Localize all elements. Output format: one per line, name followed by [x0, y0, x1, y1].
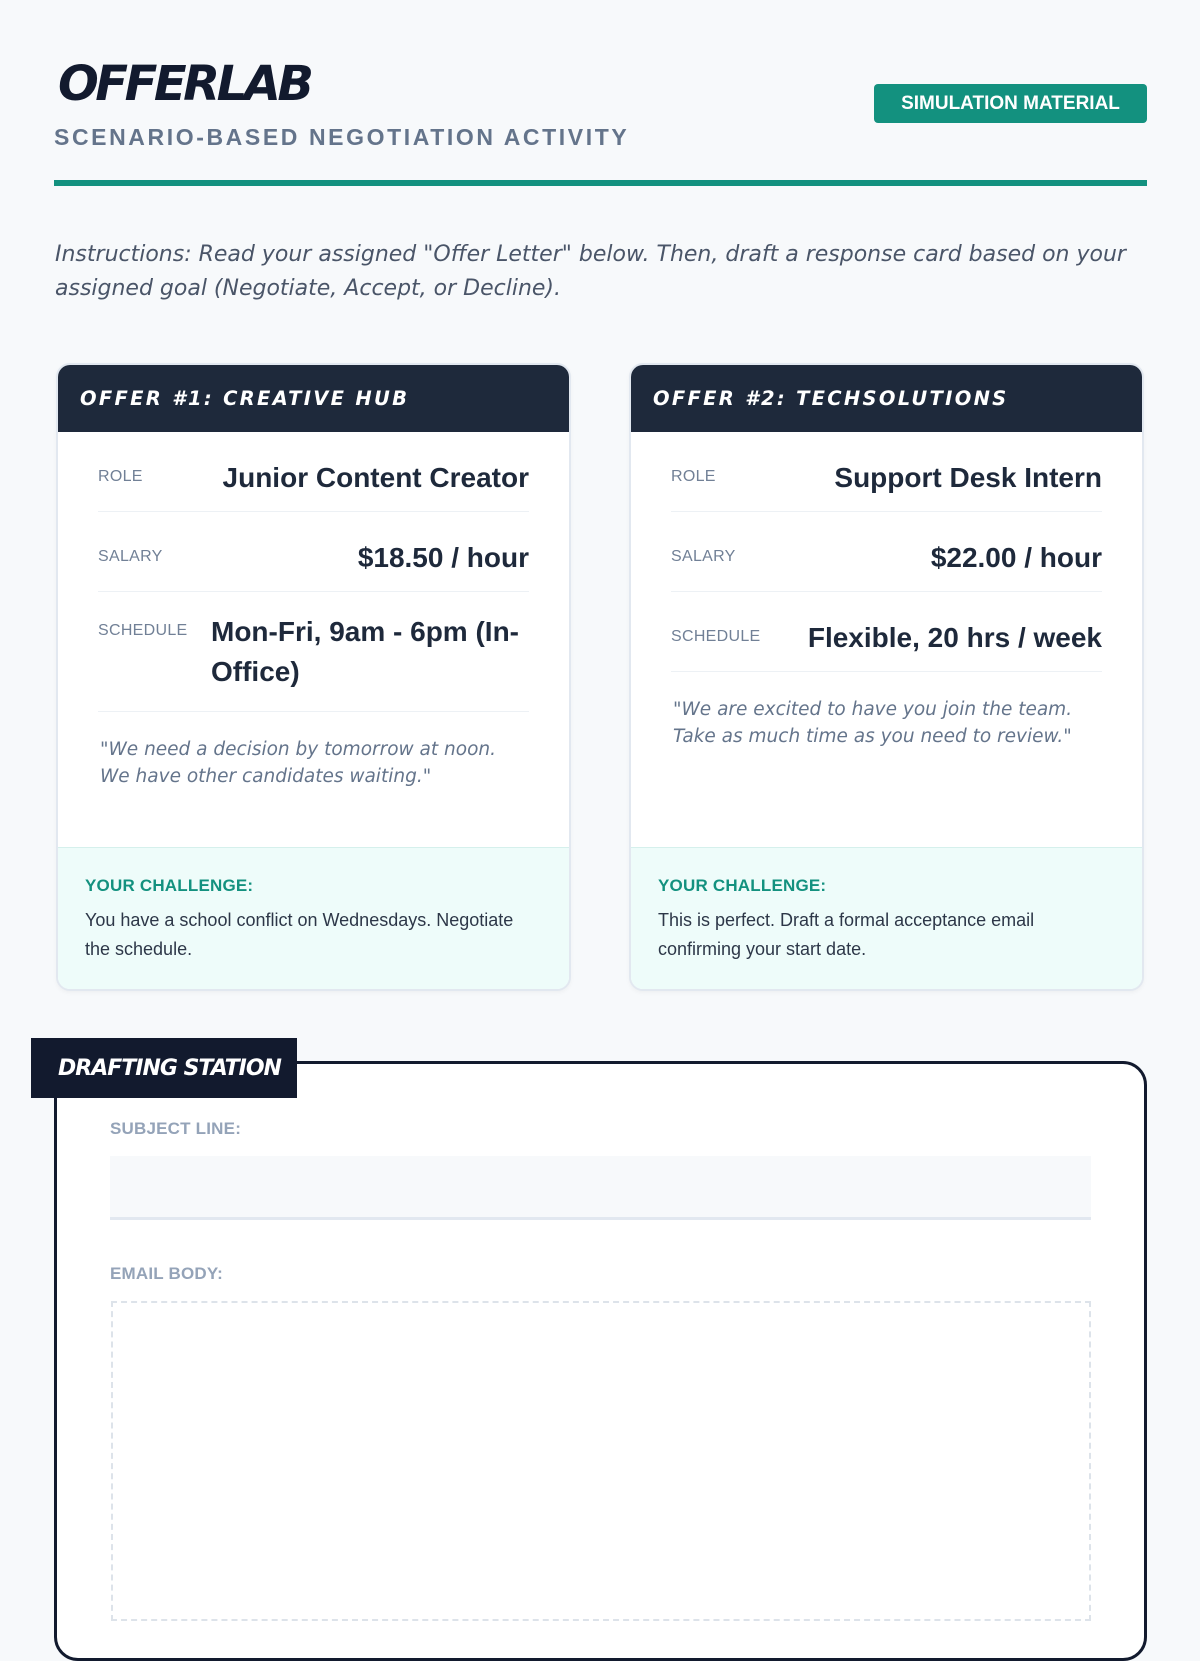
- challenge-box: [58, 847, 569, 989]
- challenge-text: This is perfect. Draft a formal acceptance email confirming your start date.: [658, 910, 1035, 959]
- offer-card-title: OFFER #1: CREATIVE HUB: [58, 365, 569, 432]
- offer-card-2: [629, 363, 1144, 991]
- role-row: [98, 432, 529, 512]
- instructions-text: Instructions: Read your assigned "Offer Letter" below. Then, draft a response card based on your assigned goal (Negotiate, Accept, or Decline).: [55, 242, 1126, 301]
- schedule-value: Mon-Fri, 9am - 6pm (In-Office): [211, 616, 519, 687]
- schedule-row: [98, 592, 529, 712]
- email-body-label: EMAIL BODY:: [110, 1264, 224, 1283]
- offer-card-1: [56, 363, 571, 991]
- simulation-badge: SIMULATION MATERIAL: [874, 84, 1147, 123]
- salary-label: SALARY: [98, 548, 163, 565]
- role-label: ROLE: [671, 468, 716, 485]
- drafting-station-tag: DRAFTING STATION: [31, 1038, 297, 1098]
- challenge-box: [631, 847, 1142, 989]
- role-label: ROLE: [98, 468, 143, 485]
- role-value: Junior Content Creator: [222, 462, 529, 493]
- challenge-title: YOUR CHALLENGE:: [85, 876, 254, 895]
- subject-line-input[interactable]: [110, 1156, 1091, 1220]
- page-subtitle: SCENARIO-BASED NEGOTIATION ACTIVITY: [54, 124, 630, 150]
- offer-card-title: OFFER #2: TECHSOLUTIONS: [631, 365, 1142, 432]
- offer-quote: "We are excited to have you join the team. Take as much time as you need to review.": [673, 699, 1073, 747]
- challenge-text: You have a school conflict on Wednesdays. Negotiate the schedule.: [85, 910, 514, 959]
- salary-value: $18.50 / hour: [357, 542, 529, 573]
- salary-row: [671, 512, 1102, 592]
- schedule-value: Flexible, 20 hrs / week: [807, 622, 1102, 653]
- email-body-input[interactable]: [111, 1301, 1091, 1621]
- schedule-row: [671, 592, 1102, 672]
- challenge-title: YOUR CHALLENGE:: [658, 876, 827, 895]
- salary-label: SALARY: [671, 548, 736, 565]
- schedule-label: SCHEDULE: [671, 628, 761, 645]
- header-divider: [54, 180, 1147, 186]
- role-row: [671, 432, 1102, 512]
- offer-quote: "We need a decision by tomorrow at noon. We have other candidates waiting.": [100, 739, 496, 787]
- salary-row: [98, 512, 529, 592]
- subject-line-label: SUBJECT LINE:: [110, 1119, 242, 1138]
- schedule-label: SCHEDULE: [98, 622, 188, 639]
- salary-value: $22.00 / hour: [930, 542, 1102, 573]
- logo: OFFERLAB: [58, 56, 311, 112]
- role-value: Support Desk Intern: [834, 462, 1102, 493]
